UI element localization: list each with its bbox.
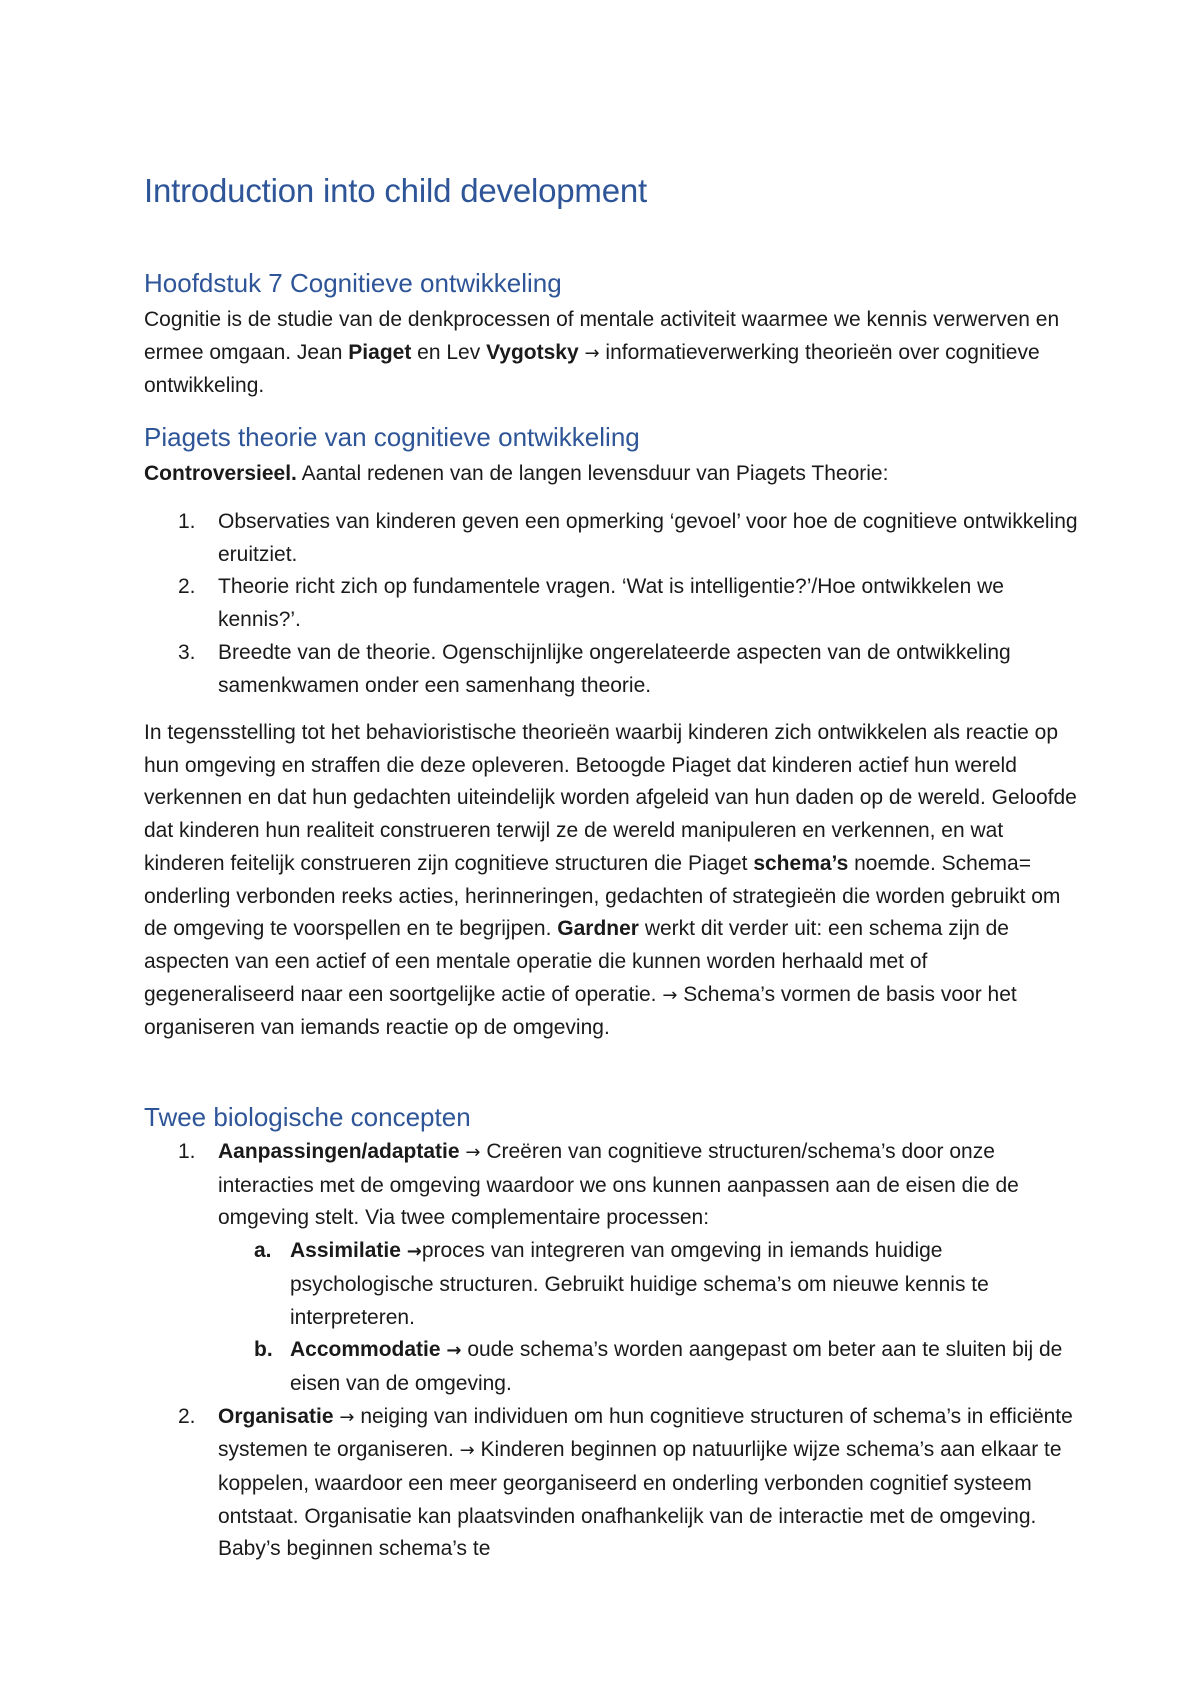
arrow-icon: →	[459, 1440, 475, 1462]
list-item	[144, 1401, 1084, 1567]
arrow-icon: →	[446, 1340, 462, 1362]
sub-list-item	[218, 1235, 1084, 1334]
controversy-paragraph	[144, 458, 1074, 491]
list-item-text: Breedte van de theorie. Ogenschijnlijke ongerelateerde aspecten van de ontwikkeling samenkwamen onder een samenhang theorie.	[218, 640, 1011, 697]
concept-term-accommodatie: Accommodatie	[290, 1338, 441, 1362]
arrow-icon: →	[406, 1241, 422, 1263]
reasons-list	[144, 506, 1084, 702]
intro-text-1: Cognitie is de studie van de denkprocessen of mentale activiteit waarmee we kennis verwerven en ermee omgaan. Jean	[144, 308, 1060, 364]
chapter-heading: Hoofdstuk 7 Cognitieve ontwikkeling	[144, 268, 562, 298]
concept-description-continued: Kinderen beginnen op natuurlijke wijze schema’s aan elkaar te koppelen, waardoor een meer georganiseerd en onderling verbonden cognitief systeem ontstaat. Organisatie kan plaatsvinden onafhankelijk van de interactie met de omgeving. Baby’s beginnen schema’s te	[218, 1438, 1062, 1561]
intro-bold-piaget: Piaget	[348, 340, 412, 364]
bold-gardner: Gardner	[557, 917, 639, 941]
concept-term-assimilatie: Assimilatie	[290, 1239, 401, 1263]
concept-description: Creëren van cognitieve structuren/schema’s door onze interacties met de omgeving waardoor we ons kunnen aanpassen aan de eisen die de omgeving stelt. Via twee complementaire processen:	[218, 1140, 1019, 1230]
paragraph-text-3: werkt dit verder uit: een schema zijn de aspecten van een actief of een mentale operatie die kunnen worden herhaald met of gegeneraliseerd naar een soortgelijke actie of operatie.	[144, 917, 1009, 1006]
arrow-icon: →	[339, 1406, 355, 1428]
concepts-list	[144, 1136, 1084, 1566]
paragraph-text-1: In tegensstelling tot het behavioristische theorieën waarbij kinderen zich ontwikkelen als reactie op hun omgeving en straffen die deze opleveren. Betoogde Piaget dat kinderen actief hun wereld verkennen en dat hun gedachten uiteindelijk worden afgeleid van hun daden op de wereld. Geloofde dat kinderen hun realiteit construeren terwijl ze de wereld manipuleren en verkennen, en wat kinderen feitelijk construeren zijn cognitieve structuren die Piaget	[144, 721, 1077, 875]
list-item	[144, 1136, 1084, 1401]
behaviorism-paragraph	[144, 717, 1079, 1045]
concept-description: neiging van individuen om hun cognitieve structuren of schema’s in efficiënte systemen te organiseren.	[218, 1404, 1073, 1462]
controversy-text: Aantal redenen van de langen levensduur van Piagets Theorie:	[296, 462, 889, 485]
list-item	[144, 571, 1084, 636]
arrow-icon: →	[584, 342, 600, 364]
sub-list-letter: a.	[254, 1239, 272, 1263]
list-number: 1.	[178, 1140, 196, 1163]
chapter-intro-paragraph	[144, 304, 1074, 403]
list-item	[144, 506, 1084, 571]
arrow-icon: →	[465, 1142, 481, 1163]
sub-list-item	[218, 1334, 1084, 1400]
list-number: 2.	[178, 1404, 196, 1428]
concepts-section-heading: Twee biologische concepten	[144, 1102, 471, 1132]
intro-text-3: informatieverwerking theorieën over cognitieve ontwikkeling.	[144, 340, 1040, 398]
list-number: 1.	[178, 510, 196, 533]
list-item	[144, 637, 1084, 702]
sub-list-letter: b.	[254, 1338, 273, 1362]
paragraph-text-4: Schema’s vormen de basis voor het organiseren van iemands reactie op de omgeving.	[144, 982, 1017, 1040]
bold-schemas: schema’s	[753, 851, 849, 875]
document-title: Introduction into child development	[144, 172, 647, 209]
intro-bold-vygotsky: Vygotsky	[486, 340, 579, 364]
sub-item-text: proces van integreren van omgeving in iemands huidige psychologische structuren. Gebruikt huidige schema’s om nieuwe kennis te interpreteren.	[290, 1239, 989, 1329]
arrow-icon: →	[662, 984, 678, 1006]
piaget-section-heading: Piagets theorie van cognitieve ontwikkeling	[144, 422, 640, 452]
list-item-text: Theorie richt zich op fundamentele vragen. ‘Wat is intelligentie?’/Hoe ontwikkelen we kennis?’.	[218, 575, 1004, 632]
list-number: 2.	[178, 575, 196, 599]
concept-term-organisatie: Organisatie	[218, 1404, 334, 1428]
list-item-text: Observaties van kinderen geven een opmerking ‘gevoel’ voor hoe de cognitieve ontwikkeling eruitziet.	[218, 510, 1078, 566]
paragraph-text-2: noemde. Schema= onderling verbonden reeks acties, herinneringen, gedachten of strategieën die worden gebruikt om de omgeving te voorspellen en te begrijpen.	[144, 851, 1061, 941]
concept-term-adaptatie: Aanpassingen/adaptatie	[218, 1140, 460, 1163]
sub-item-text: oude schema’s worden aangepast om beter aan te sluiten bij de eisen van de omgeving.	[290, 1338, 1063, 1395]
list-number: 3.	[178, 640, 196, 664]
controversy-bold: Controversieel.	[144, 462, 297, 485]
sub-list	[218, 1235, 1084, 1401]
intro-text-2: en Lev	[411, 340, 487, 364]
